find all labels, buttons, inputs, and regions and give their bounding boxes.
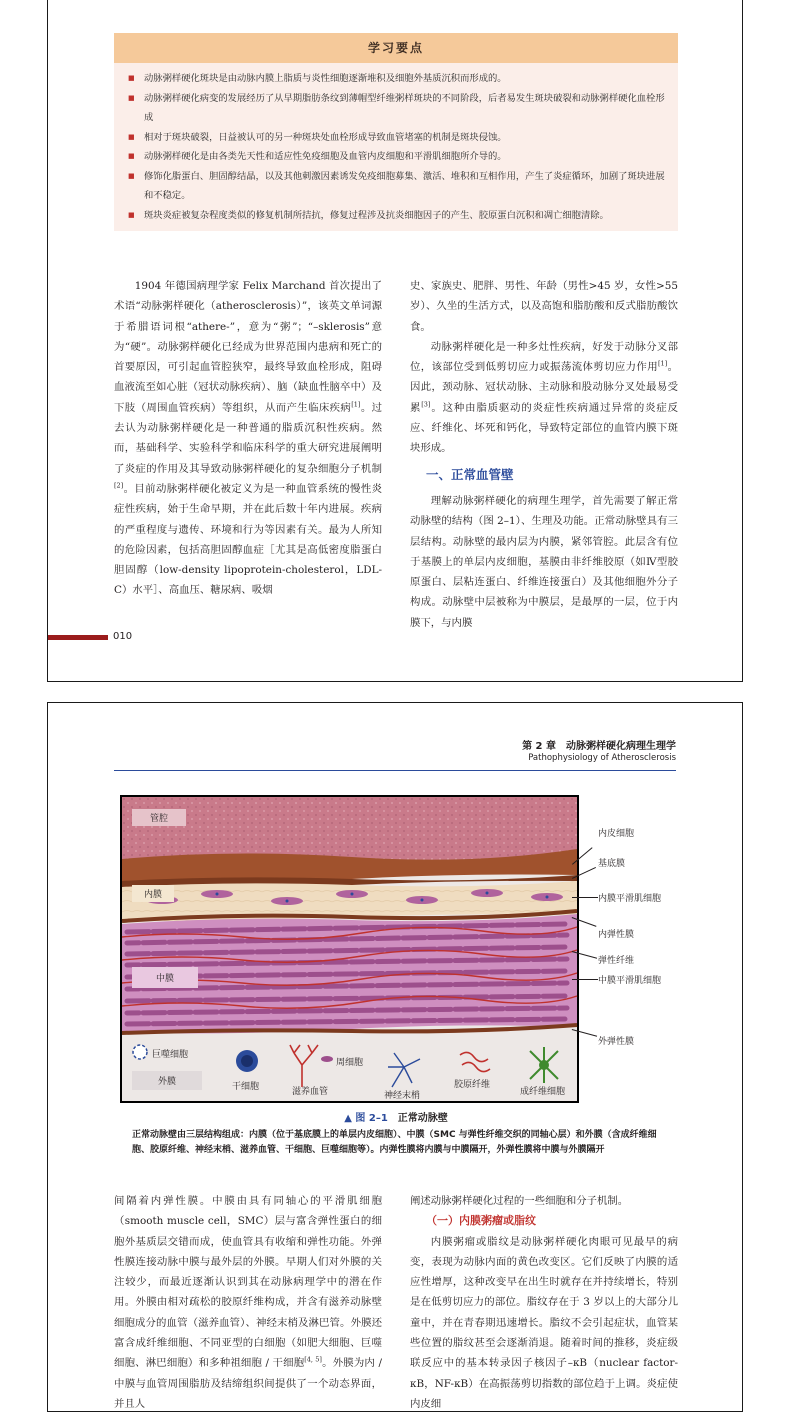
subsection-heading: （一）内膜粥瘤或脂纹: [426, 1214, 536, 1228]
callout-endothelial-cell: 内皮细胞: [598, 829, 635, 839]
lumen-label: 管腔: [132, 809, 186, 826]
body-paragraph: 内膜粥瘤或脂纹是动脉粥样硬化肉眼可见最早的病变，表现为动脉内面的黄色改变区。它们反映了内膜的适应性增厚，这种改变早在出生时就存在并持续增长，特别是在低剪切应力的部位。脂纹存在于 3 岁以上的大部分儿童中，并在青春期迅速增长。脂纹不会引起症状，血管某些位置的脂纹甚至会逐渐消退。随着时间的推移，炎症级联反应中的基本转录因子核因子–κB（nuclear factor-κB，NF-κB）在高振荡剪切指数的部位趋于上调。炎症使内皮细: [410, 1235, 678, 1410]
callout-medial-smc: 中膜平滑肌细胞: [598, 976, 662, 986]
page-1: [47, 0, 743, 682]
body-paragraph: 史、家族史、肥胖、男性、年龄（男性>45 岁，女性>55 岁）、久坐的生活方式，以及高饱和脂肪酸和反式脂肪酸饮食。: [410, 280, 678, 333]
artery-wall-figure: [120, 795, 579, 1103]
body-paragraph: 1904 年德国病理学家 Felix Marchand 首次提出了术语“动脉粥样硬化（atherosclerosis）”，该英文单词源于希腊语词根“athere-”，意为“粥”；“–sklerosis”意为“硬”。动脉粥样硬化已经成为世界范围内患病和死亡的首要原因，可引起血管腔狭窄，最终导致血栓形成，阻碍血液流至如心脏（冠状动脉疾病）、脑（缺血性脑卒中）及下肢（周围血管疾病）等组织，从而产生临床疾病[1]。过去认为动脉粥样硬化是一种普通的脂质沉积性疾病。然而，基础科学、实验科学和临床科学的重大研究进展阐明了炎症的作用及其导致动脉粥样硬化的复杂细胞分子机制[2]。目前动脉粥样硬化被定义为是一种血管系统的慢性炎症性疾病，始于生命早期，并在此后数十年内进展。疾病的严重程度与遗传、环境和行为等因素有关。最为人所知的危险因素，包括高胆固醇血症［尤其是高低密度脂蛋白胆固醇（low-density lipoprotein-cholesterol，LDL-C）水平］、高血压、糖尿病、吸烟: [114, 280, 383, 597]
key-points-box: [114, 33, 678, 231]
page1-left-column: [114, 276, 382, 601]
body-paragraph: 间隔着内弹性膜。中膜由具有同轴心的平滑肌细胞（smooth muscle cell，SMC）层与富含弹性蛋白的细胞外基质层交错而成，使血管具有收缩和弹性功能。外弹性膜连接动脉中膜与最外层的外膜。早期人们对外膜的关注较少，而最近逐渐认识到其在动脉病理学中的潜在作用。外膜由相对疏松的胶原纤维构成，并含有滋养动脉壁细胞成分的血管（滋养血管）、神经末梢及淋巴管。外膜还富含成纤维细胞、不同亚型的白细胞（如肥大细胞、巨噬细胞、淋巴细胞）和多种祖细胞 / 干细胞[4, 5]。外膜为内 / 中膜与血管周围脂肪及结缔组织间提供了一个动态界面，并且人: [114, 1195, 382, 1410]
adventitia-label: 外膜: [132, 1071, 202, 1090]
page-2: [47, 702, 743, 1412]
collagen-fiber-label: 胶原纤维: [454, 1080, 491, 1090]
page-number: 010: [113, 631, 133, 642]
callout-intimal-smc: 内膜平滑肌细胞: [598, 894, 662, 904]
page-number-bar: [48, 635, 108, 640]
macrophage-label: 巨噬细胞: [152, 1050, 189, 1060]
chapter-title: 第 2 章 动脉粥样硬化病理生理学: [522, 741, 676, 752]
section-heading: 一、正常血管壁: [426, 466, 514, 482]
chapter-subtitle: Pathophysiology of Atherosclerosis: [528, 753, 676, 763]
key-point-item: ■ 动脉粥样硬化是由各类先天性和适应性免疫细胞及血管内皮细胞和平滑肌细胞所介导的。: [128, 147, 666, 167]
header-rule: [114, 770, 676, 771]
callout-basement-membrane: 基底膜: [598, 859, 626, 869]
key-points-list: [114, 63, 678, 231]
key-point-item: ■ 动脉粥样硬化病变的发展经历了从早期脂肪条纹到薄帽型纤维粥样斑块的不同阶段，后者易发生斑块破裂和动脉粥样硬化血栓形成: [128, 89, 666, 128]
figure-caption: 正常动脉壁由三层结构组成：内膜（位于基底膜上的单层内皮细胞）、中膜（SMC 与弹性纤维交织的同轴心层）和外膜（含成纤维细胞、胶原纤维、神经末梢、滋养血管、干细胞、巨噬细胞等）。内弹性膜将内膜与中膜隔开，外弹性膜将中膜与外膜隔开: [132, 1130, 657, 1155]
page2-left-column: [114, 1191, 382, 1414]
pericyte-label: 周细胞: [336, 1058, 364, 1068]
key-points-title: 学习要点: [114, 33, 678, 63]
figure-number: ▲ 图 2–1: [344, 1113, 388, 1124]
citation: [4, 5]: [304, 1355, 322, 1364]
page1-right-column: [410, 276, 678, 633]
leader-line: [572, 897, 598, 898]
stem-cell-label: 干细胞: [232, 1082, 260, 1092]
citation: [1]: [658, 359, 668, 368]
stem-cell-icon: [236, 1050, 258, 1072]
vasa-vasorum-label: 滋养血管: [292, 1087, 329, 1097]
body-paragraph: 理解动脉粥样硬化的病理生理学，首先需要了解正常动脉壁的结构（图 2–1）、生理及功能。正常动脉壁具有三层结构。动脉壁的最内层为内膜，紧邻管腔。此层含有位于基膜上的单层内皮细胞，基膜由非纤维胶原（如Ⅳ型胶原蛋白、层粘连蛋白、纤维连接蛋白）及其他细胞外分子构成。动脉壁中层被称为中膜层，是最厚的一层，位于内膜下，与内膜: [410, 494, 678, 629]
fibroblast-label: 成纤维细胞: [520, 1087, 566, 1097]
nerve-ending-label: 神经末梢: [384, 1091, 421, 1101]
adventitia-region: [122, 1037, 577, 1101]
media-label: 中膜: [132, 967, 198, 988]
callout-elastic-fiber: 弹性纤维: [598, 956, 635, 966]
callout-internal-elastic: 内弹性膜: [598, 930, 635, 940]
page2-right-column: [410, 1191, 678, 1414]
key-point-item: ■ 修饰化脂蛋白、胆固醇结晶，以及其他刺激因素诱发免疫细胞募集、激活、堆积和互相作用，产生了炎症循环，加剧了斑块进展和不稳定。: [128, 167, 666, 206]
body-paragraph: 阐述动脉粥样硬化过程的一些细胞和分子机制。: [410, 1195, 629, 1207]
key-point-item: ■ 动脉粥样硬化斑块是由动脉内膜上脂质与炎性细胞逐渐堆积及细胞外基质沉积而形成的。: [128, 69, 666, 89]
figure-title: ▲ 图 2–1 正常动脉壁: [344, 1113, 448, 1124]
intima-label: 内膜: [132, 885, 174, 902]
key-point-item: ■ 相对于斑块破裂，日益被认可的另一种斑块处血栓形成导致血管堵塞的机制是斑块侵蚀。: [128, 128, 666, 148]
key-point-item: ■ 斑块炎症被复杂程度类似的修复机制所拮抗，修复过程涉及抗炎细胞因子的产生、胶原蛋白沉积和凋亡细胞清除。: [128, 206, 666, 226]
pericyte-icon: [321, 1056, 333, 1062]
macrophage-icon: [133, 1045, 147, 1059]
leader-line: [572, 979, 598, 980]
citation: [1]: [351, 400, 361, 409]
citation: [2]: [114, 481, 124, 490]
callout-external-elastic: 外弹性膜: [598, 1037, 635, 1047]
citation: [3]: [421, 400, 431, 409]
body-paragraph: 动脉粥样硬化是一种多灶性疾病，好发于动脉分叉部位，该部位受到低剪切应力或振荡流体剪切应力作用[1]。因此，颈动脉、冠状动脉、主动脉和股动脉分叉处最易受累[3]。这种由脂质驱动的炎症性疾病通过异常的炎症反应、纤维化、坏死和钙化，导致特定部位的血管内膜下斑块形成。: [410, 340, 679, 455]
